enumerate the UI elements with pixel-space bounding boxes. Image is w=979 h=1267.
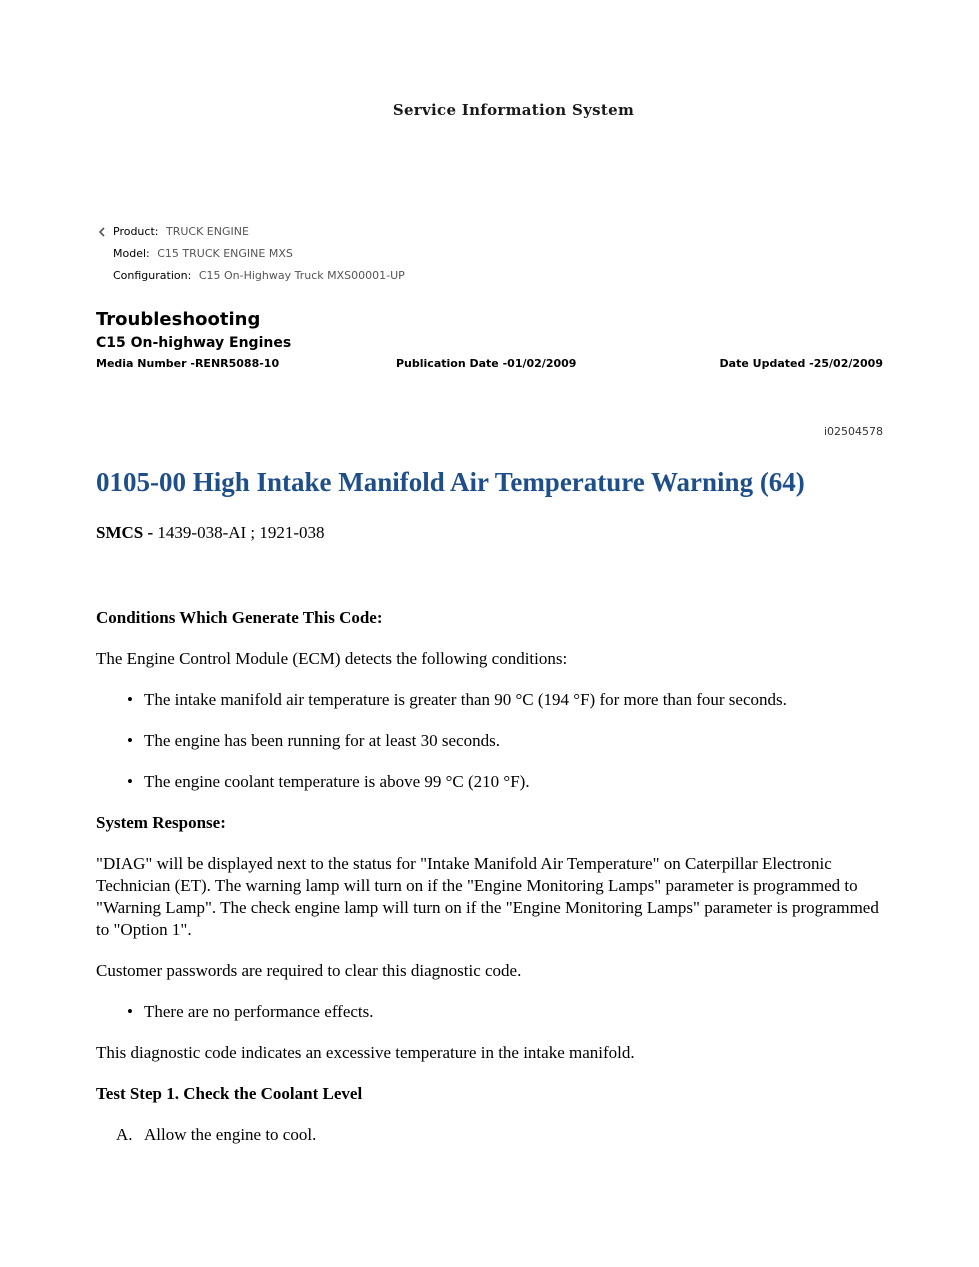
bullet-glyph: • bbox=[127, 1002, 133, 1021]
effect-text: There are no performance effects. bbox=[144, 1002, 374, 1021]
document-meta bbox=[96, 357, 883, 375]
smcs-value: 1439-038-AI ; 1921-038 bbox=[157, 523, 325, 542]
back-arrow-icon[interactable] bbox=[97, 227, 107, 237]
date-updated: Date Updated -25/02/2009 bbox=[719, 357, 883, 370]
test-step-heading: Test Step 1. Check the Coolant Level bbox=[96, 1084, 363, 1103]
system-response-heading: System Response: bbox=[96, 813, 226, 832]
product-row bbox=[96, 224, 405, 246]
document-title: 0105-00 High Intake Manifold Air Temperature Warning (64) bbox=[96, 467, 805, 497]
configuration-label: Configuration: bbox=[113, 269, 192, 282]
product-label: Product: bbox=[113, 225, 159, 238]
configuration-value: C15 On-Highway Truck MXS00001-UP bbox=[198, 269, 405, 282]
list-item bbox=[96, 730, 886, 752]
passwords-text: Customer passwords are required to clear this diagnostic code. bbox=[96, 961, 522, 980]
smcs-label: SMCS - bbox=[96, 523, 154, 542]
document-subtitle: C15 On-highway Engines bbox=[96, 335, 292, 351]
document-category: Troubleshooting bbox=[96, 309, 261, 330]
bullet-glyph: • bbox=[127, 731, 133, 750]
bullet-glyph: • bbox=[127, 690, 133, 709]
list-item bbox=[96, 771, 886, 793]
conditions-intro: The Engine Control Module (ECM) detects the following conditions: bbox=[96, 649, 568, 668]
document-id: i02504578 bbox=[823, 425, 883, 438]
list-item bbox=[96, 1001, 886, 1023]
system-title-logo: Service Information System bbox=[392, 101, 635, 119]
bullet-glyph: • bbox=[127, 772, 133, 791]
list-item bbox=[96, 1124, 886, 1146]
model-row bbox=[96, 246, 405, 268]
publication-date: Publication Date -01/02/2009 bbox=[396, 357, 577, 370]
condition-text: The engine has been running for at least 30 seconds. bbox=[144, 731, 500, 750]
condition-text: The engine coolant temperature is above 99 °C (210 °F). bbox=[144, 772, 530, 791]
configuration-row bbox=[96, 268, 405, 290]
model-value: C15 TRUCK ENGINE MXS bbox=[157, 247, 293, 260]
conditions-heading: Conditions Which Generate This Code: bbox=[96, 608, 383, 627]
document-header bbox=[96, 309, 883, 375]
document-body bbox=[96, 522, 886, 1146]
system-response-text: "DIAG" will be displayed next to the status for "Intake Manifold Air Temperature" on Caterpillar Electronic Technician (ET). The warning lamp will turn on if the "Engine Monitoring Lamps" parameter is programmed to "Warning Lamp". The check engine lamp will turn on if the "Engine Monitoring Lamps" parameter is programmed to "Option 1". bbox=[96, 854, 879, 939]
model-label: Model: bbox=[113, 247, 150, 260]
smcs-line bbox=[96, 522, 886, 544]
list-item bbox=[96, 689, 886, 711]
indication-text: This diagnostic code indicates an excessive temperature in the intake manifold. bbox=[96, 1043, 635, 1062]
condition-text: The intake manifold air temperature is greater than 90 °C (194 °F) for more than four seconds. bbox=[144, 690, 787, 709]
product-info bbox=[96, 224, 405, 290]
step-text: Allow the engine to cool. bbox=[144, 1125, 317, 1144]
step-letter: A. bbox=[116, 1125, 133, 1144]
product-value: TRUCK ENGINE bbox=[165, 225, 249, 238]
media-number: Media Number -RENR5088-10 bbox=[96, 357, 280, 370]
